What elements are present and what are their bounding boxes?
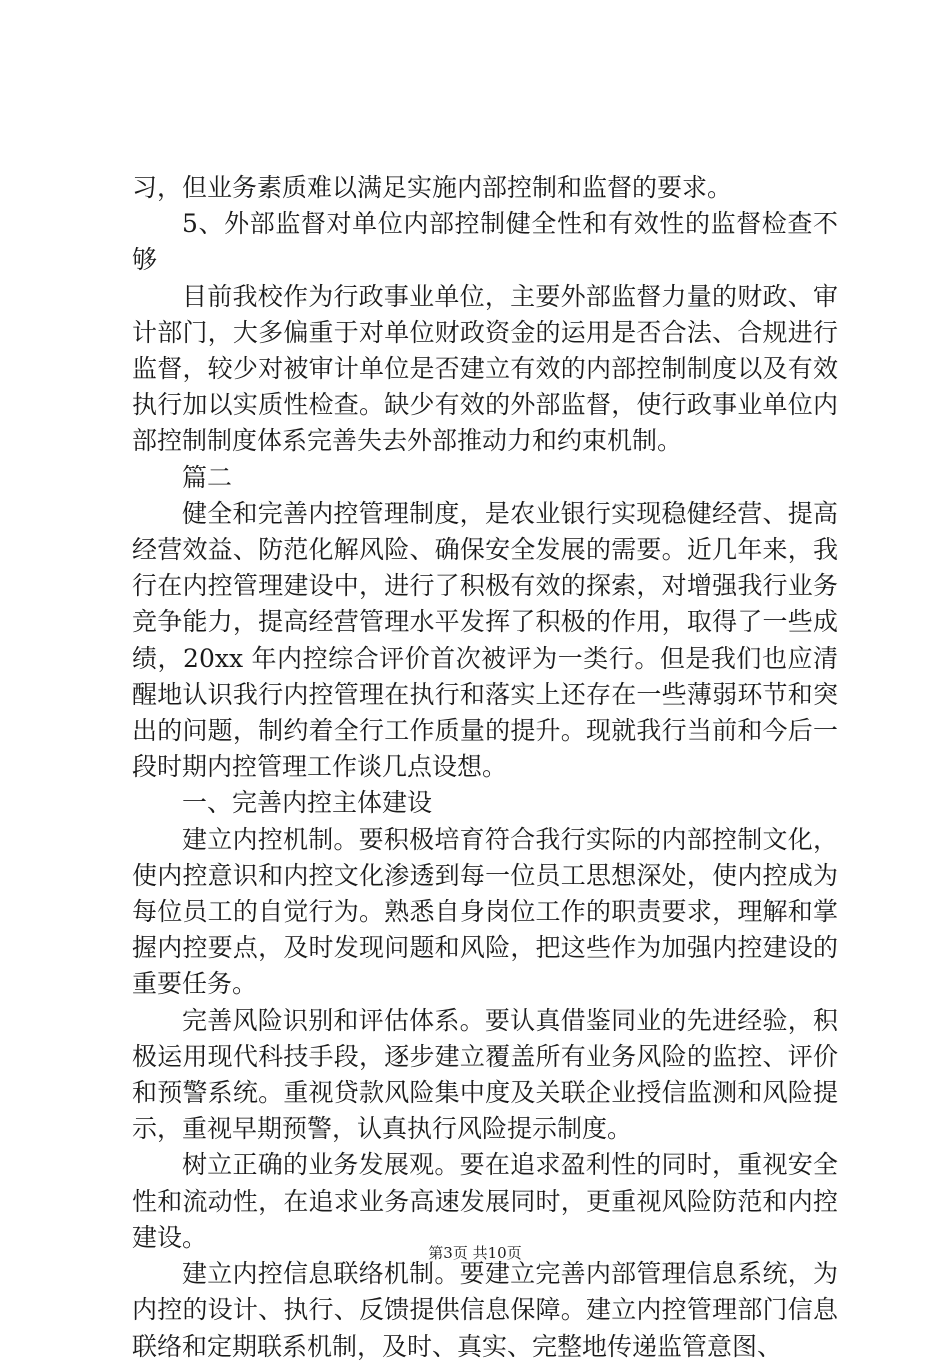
paragraph: 目前我校作为行政事业单位，主要外部监督力量的财政、审计部门，大多偏重于对单位财政资金的运用是否合法、合规进行监督，较少对被审计单位是否建立有效的内部控制制度以及有效执行加以实质性检查。缺少有效的外部监督，使行政事业单位内部控制制度体系完善失去外部推动力和约束机制。 xyxy=(132,281,838,456)
paragraph: 健全和完善内控管理制度，是农业银行实现稳健经营、提高经营效益、防范化解风险、确保安全发展的需要。近几年来，我行在内控管理建设中，进行了积极有效的探索，对增强我行业务竞争能力，提高经营管理水平发挥了积极的作用，取得了一些成绩，20xx 年内控综合评价首次被评为一类行。但是我们也应清醒地认识我行内控管理在执行和落实上还存在一些薄弱环节和突出的问题，制约着全行工作质量的提升。现就我行当前和今后一段时期内控管理工作谈几点设想。 xyxy=(132,498,838,782)
paragraph: 树立正确的业务发展观。要在追求盈利性的同时，重视安全性和流动性，在追求业务高速发展同时，更重视风险防范和内控建设。 xyxy=(132,1150,838,1252)
paragraph: 习，但业务素质难以满足实施内部控制和监督的要求。 xyxy=(132,173,733,202)
section-heading: 一、完善内控主体建设 xyxy=(182,788,433,818)
paragraph: 完善风险识别和评估体系。要认真借鉴同业的先进经验，积极运用现代科技手段，逐步建立覆盖所有业务风险的监控、评价和预警系统。重视贷款风险集中度及关联企业授信监测和风险提示，重视早期预警，认真执行风险提示制度。 xyxy=(132,1005,838,1144)
page-number-footer: 第3页 共10页 xyxy=(428,1244,522,1262)
paragraph: 建立内控信息联络机制。要建立完善内部管理信息系统，为内控的设计、执行、反馈提供信息保障。建立内控管理部门信息联络和定期联系机制，及时、真实、完整地传递监管意图、 xyxy=(132,1259,838,1361)
document-body xyxy=(132,170,838,1365)
section-heading: 篇二 xyxy=(182,462,233,492)
paragraph: 5、外部监督对单位内部控制健全性和有效性的监督检查不够 xyxy=(132,209,838,275)
paragraph: 建立内控机制。要积极培育符合我行实际的内部控制文化，使内控意识和内控文化渗透到每一位员工思想深处，使内控成为每位员工的自觉行为。熟悉自身岗位工作的职责要求，理解和掌握内控要点，及时发现问题和风险，把这些作为加强内控建设的重要任务。 xyxy=(132,824,838,999)
